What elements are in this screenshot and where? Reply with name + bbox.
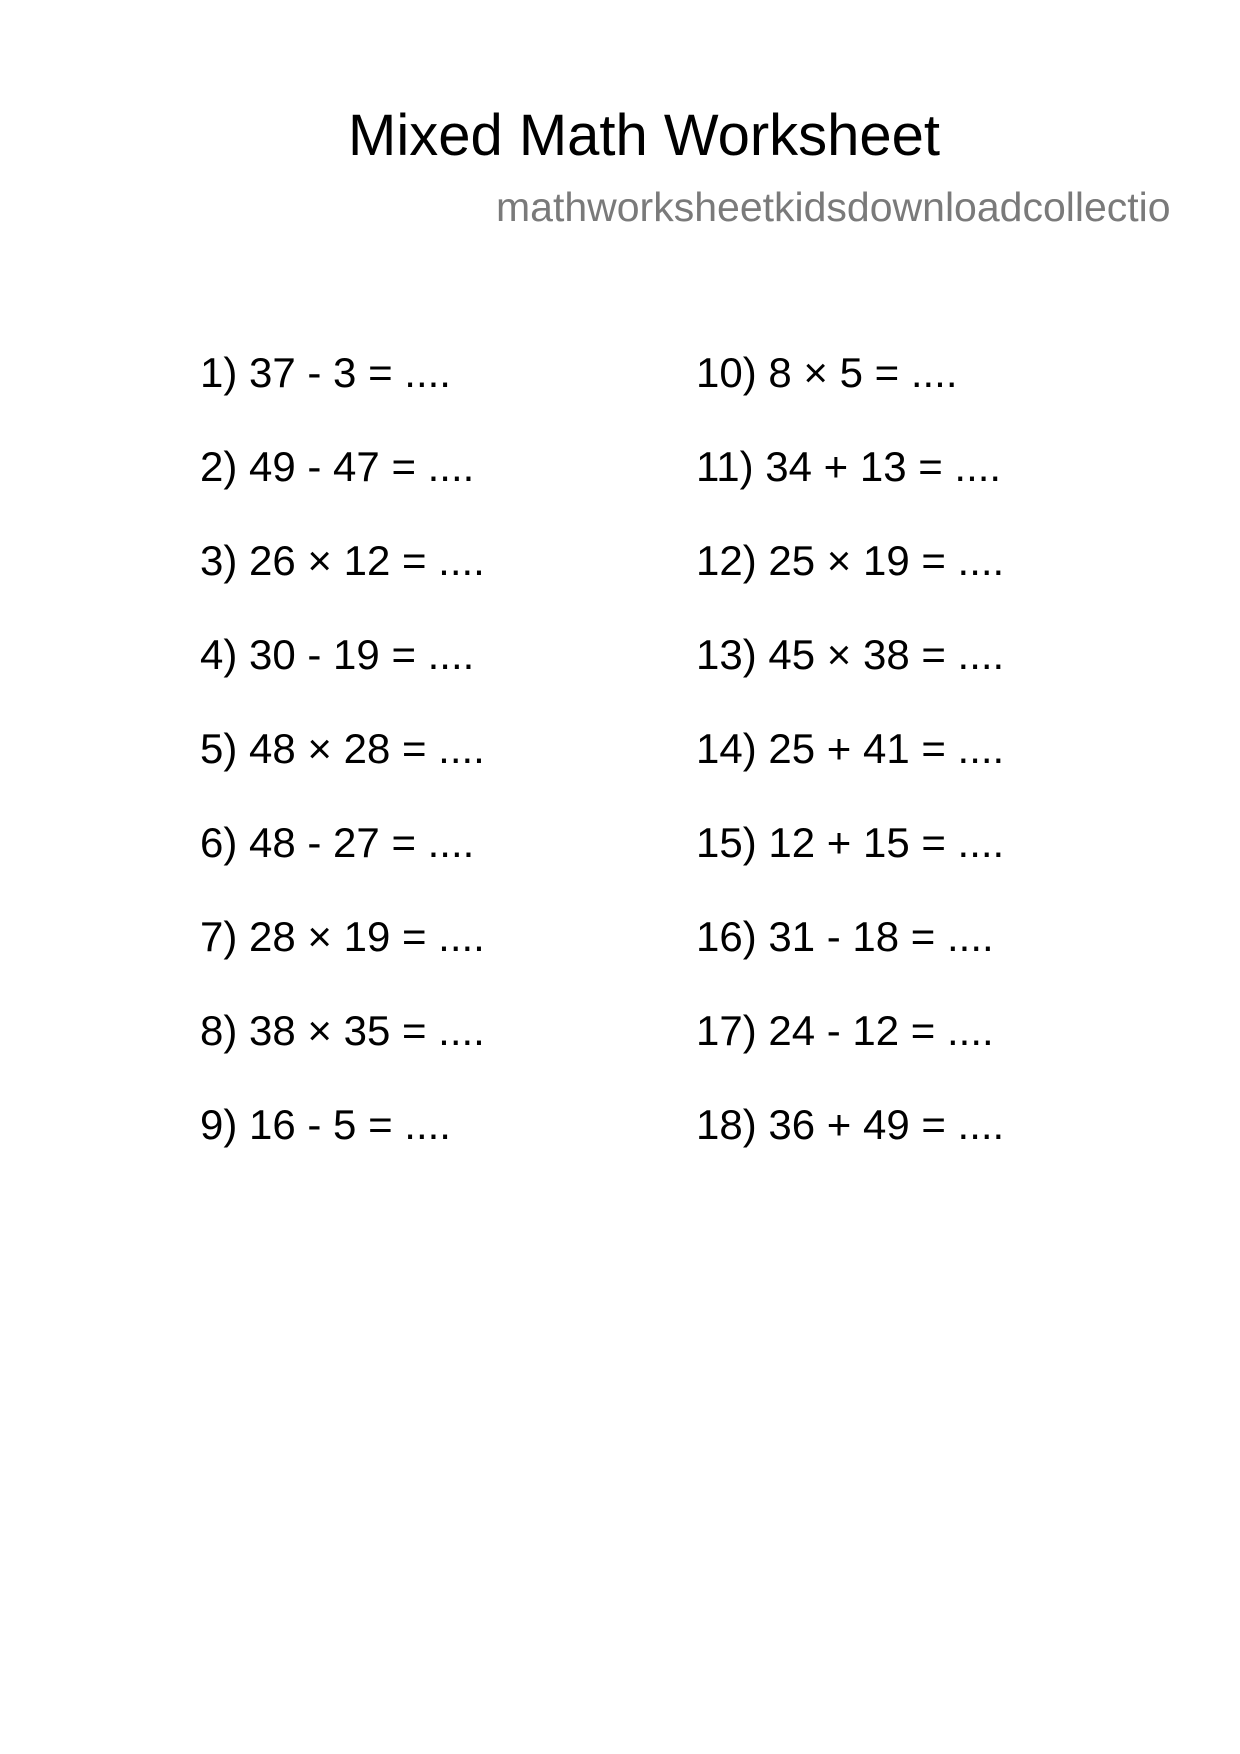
problem-13: 13) 45 × 38 = .... [696, 631, 1005, 678]
problem-6: 6) 48 - 27 = .... [200, 819, 475, 866]
problem-list-right [696, 343, 1156, 1189]
worksheet-title: Mixed Math Worksheet [348, 103, 941, 168]
problem-5: 5) 48 × 28 = .... [200, 725, 485, 772]
problem-18: 18) 36 + 49 = .... [696, 1101, 1005, 1148]
problem-4: 4) 30 - 19 = .... [200, 631, 475, 678]
problem-16: 16) 31 - 18 = .... [696, 913, 994, 960]
problem-9: 9) 16 - 5 = .... [200, 1101, 451, 1148]
problem-1: 1) 37 - 3 = .... [200, 349, 451, 396]
worksheet-source-watermark: mathworksheetkidsdownloadcollectio [496, 184, 1171, 230]
problem-12: 12) 25 × 19 = .... [696, 537, 1005, 584]
problem-list-left [200, 343, 660, 1189]
problem-14: 14) 25 + 41 = .... [696, 725, 1005, 772]
problem-10: 10) 8 × 5 = .... [696, 349, 958, 396]
problem-15: 15) 12 + 15 = .... [696, 819, 1005, 866]
problem-17: 17) 24 - 12 = .... [696, 1007, 994, 1054]
problem-3: 3) 26 × 12 = .... [200, 537, 485, 584]
problem-7: 7) 28 × 19 = .... [200, 913, 485, 960]
problem-2: 2) 49 - 47 = .... [200, 443, 475, 490]
problem-11: 11) 34 + 13 = .... [696, 443, 1002, 490]
problem-8: 8) 38 × 35 = .... [200, 1007, 485, 1054]
